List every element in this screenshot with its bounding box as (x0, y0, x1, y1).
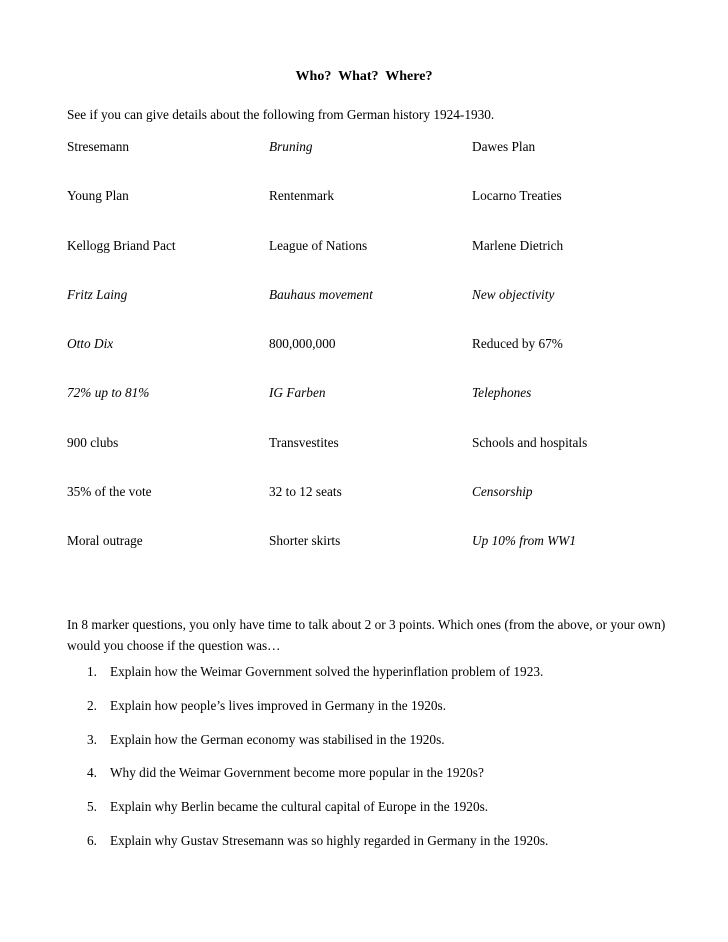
grid-row (67, 287, 687, 336)
question-number: 1. (87, 664, 97, 679)
grid-cell: Rentenmark (269, 188, 334, 204)
grid-cell: Otto Dix (67, 336, 114, 352)
intro-text: See if you can give details about the following from German history 1924-1930. (67, 107, 495, 122)
grid-cell: League of Nations (269, 237, 368, 253)
grid-cell: Shorter skirts (269, 533, 341, 549)
grid-cell: 800,000,000 (269, 336, 336, 352)
grid-row (67, 385, 687, 434)
question-number: 2. (87, 697, 97, 713)
question-number: 4. (87, 765, 97, 781)
grid-cell: Dawes Plan (472, 139, 536, 154)
question-text: Explain how the Weimar Government solved the hyperinflation problem of 1923. (110, 664, 544, 679)
grid-cell: Kellogg Briand Pact (67, 237, 176, 253)
grid-cell: Bauhaus movement (269, 286, 373, 302)
question-text: Explain why Berlin became the cultural capital of Europe in the 1920s. (110, 799, 489, 815)
grid-cell: IG Farben (269, 385, 326, 401)
grid-cell: 35% of the vote (67, 484, 152, 500)
grid-cell: Up 10% from WW1 (472, 533, 577, 549)
question-item (87, 799, 548, 833)
grid-cell: Transvestites (269, 434, 339, 450)
question-text: Explain how the German economy was stabilised in the 1920s. (110, 731, 445, 747)
grid-row (67, 484, 687, 533)
grid-cell: Reduced by 67% (472, 336, 563, 352)
term-grid (67, 139, 687, 583)
question-number: 3. (87, 731, 97, 747)
grid-cell: Telephones (472, 385, 532, 401)
prompt-text: In 8 marker questions, you only have time to talk about 2 or 3 points. Which ones (from the above, or your own) would you choose if the question was… (67, 617, 666, 653)
question-item (87, 732, 548, 766)
grid-row (67, 435, 687, 484)
grid-cell: 72% up to 81% (67, 385, 150, 401)
grid-row (67, 139, 687, 188)
question-item (87, 765, 548, 799)
grid-cell: New objectivity (472, 286, 555, 302)
grid-cell: Stresemann (67, 139, 130, 154)
question-number: 5. (87, 799, 97, 815)
grid-row (67, 238, 687, 287)
grid-row (67, 188, 687, 237)
grid-cell: Locarno Treaties (472, 188, 562, 204)
question-number: 6. (87, 832, 97, 848)
question-item (87, 833, 548, 867)
grid-cell: 900 clubs (67, 434, 119, 450)
question-text: Explain why Gustav Stresemann was so highly regarded in Germany in the 1920s. (110, 832, 549, 848)
question-list (87, 664, 548, 867)
grid-row (67, 533, 687, 582)
question-text: Explain how people’s lives improved in Germany in the 1920s. (110, 697, 447, 713)
grid-cell: 32 to 12 seats (269, 484, 342, 500)
question-item (87, 664, 548, 698)
grid-cell: Fritz Laing (67, 286, 128, 302)
page-title: Who? What? Where? (295, 69, 433, 84)
grid-cell: Marlene Dietrich (472, 237, 564, 253)
grid-cell: Moral outrage (67, 533, 143, 549)
grid-cell: Censorship (472, 484, 533, 500)
question-text: Why did the Weimar Government become more popular in the 1920s? (110, 765, 484, 781)
grid-row (67, 336, 687, 385)
question-item (87, 698, 548, 732)
grid-cell: Young Plan (67, 188, 129, 204)
grid-cell: Bruning (269, 139, 313, 154)
grid-cell: Schools and hospitals (472, 434, 588, 450)
